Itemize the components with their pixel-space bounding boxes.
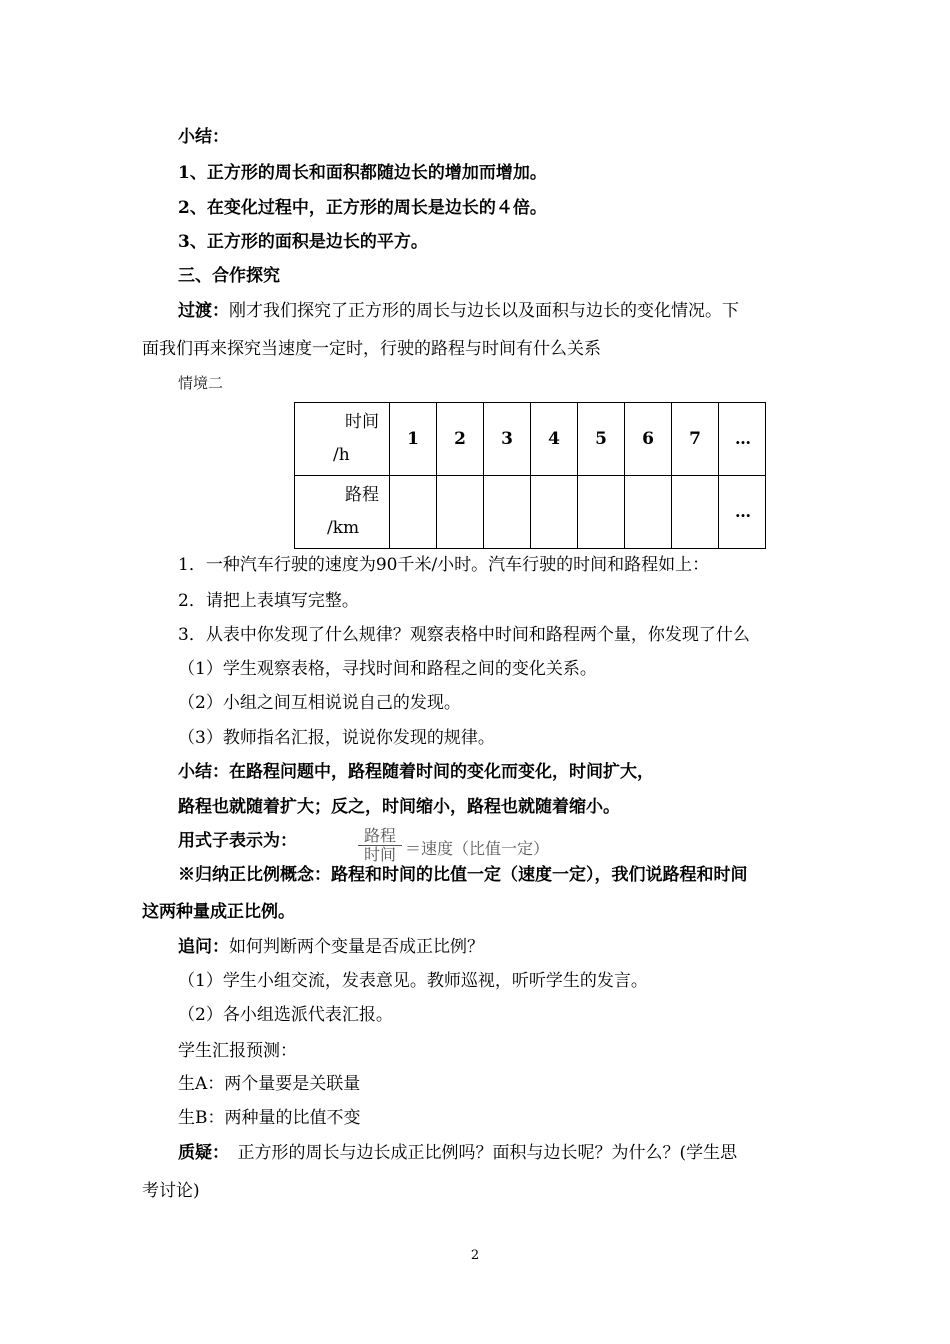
- distance-cell[interactable]: [437, 476, 484, 549]
- transition-label: 过渡：: [178, 301, 229, 321]
- distance-cell[interactable]: [672, 476, 719, 549]
- question-2: 2．请把上表填写完整。: [178, 591, 359, 611]
- time-value: 2: [454, 429, 466, 449]
- transition-text-1: 刚才我们探究了正方形的周长与边长以及面积与边长的变化情况。下: [229, 301, 739, 321]
- prediction-b: 生B：两种量的比值不变: [178, 1108, 361, 1128]
- time-value: 5: [595, 429, 607, 449]
- time-cell-2: [437, 403, 484, 476]
- formula-rhs: ＝速度（比值一定）: [405, 839, 550, 858]
- follow-up-text: 如何判断两个变量是否成正比例？: [229, 937, 484, 957]
- time-value: 6: [642, 429, 654, 449]
- transition-text-2: 面我们再来探究当速度一定时，行驶的路程与时间有什么关系: [142, 339, 601, 359]
- step2-1: （1）学生小组交流，发表意见。教师巡视，听听学生的发言。: [178, 971, 648, 991]
- table-row-distance: [295, 476, 766, 549]
- time-cell-7: [672, 403, 719, 476]
- distance-unit-label: /km: [327, 518, 360, 538]
- question-label: 质疑：: [178, 1143, 221, 1163]
- ellipsis: …: [735, 429, 749, 448]
- ellipsis: …: [735, 502, 749, 521]
- time-value: 7: [689, 429, 701, 449]
- question-paragraph: [178, 1142, 737, 1164]
- question-3: 3．从表中你发现了什么规律？观察表格中时间和路程两个量，你发现了什么: [178, 625, 750, 645]
- step2-2: （2）各小组选派代表汇报。: [178, 1005, 393, 1025]
- time-unit-label: /h: [333, 445, 350, 465]
- concept-line-1: ※归纳正比例概念：路程和时间的比值一定（速度一定），我们说路程和时间: [178, 865, 748, 885]
- time-distance-table: [294, 402, 766, 549]
- question-1: 1．一种汽车行驶的速度为90千米/小时。汽车行驶的时间和路程如上：: [178, 555, 710, 575]
- table-row-time: [295, 403, 766, 476]
- formula-denominator: 时间: [363, 845, 396, 864]
- step-2: （2）小组之间互相说说自己的发现。: [178, 693, 461, 713]
- summary1-item-1: 1、正方形的周长和面积都随边长的增加而增加。: [178, 163, 547, 183]
- time-value: 4: [548, 429, 560, 449]
- transition-paragraph: [178, 300, 739, 322]
- time-cell-4: [531, 403, 578, 476]
- distance-cell[interactable]: [390, 476, 437, 549]
- distance-header-cell: [295, 476, 390, 549]
- summary2-line-2: 路程也就随着扩大；反之，时间缩小，路程也就随着缩小。: [178, 797, 620, 817]
- follow-up-label: 追问：: [178, 937, 229, 957]
- distance-cell[interactable]: [625, 476, 672, 549]
- section-title: 三、合作探究: [178, 266, 280, 286]
- question-text-2: 考讨论): [142, 1181, 200, 1201]
- concept-line-2: 这两种量成正比例。: [142, 902, 295, 922]
- time-cell-5: [578, 403, 625, 476]
- time-header-cell: [295, 403, 390, 476]
- time-cell-6: [625, 403, 672, 476]
- time-value: 1: [407, 429, 419, 449]
- time-value: 3: [501, 429, 513, 449]
- summary2-line-1: 小结：在路程问题中，路程随着时间的变化而变化，时间扩大，: [178, 762, 654, 782]
- distance-header-label: 路程: [345, 485, 379, 505]
- time-header-label: 时间: [345, 412, 379, 432]
- page-number: 2: [470, 1248, 480, 1263]
- follow-up: [178, 936, 484, 958]
- question-text-1: 正方形的周长与边长成正比例吗？面积与边长呢？为什么？(学生思: [220, 1143, 738, 1163]
- distance-cell[interactable]: [484, 476, 531, 549]
- formula-numerator: 路程: [358, 827, 402, 846]
- time-cell-3: [484, 403, 531, 476]
- formula-label: 用式子表示为：: [178, 831, 297, 851]
- distance-cell[interactable]: [578, 476, 625, 549]
- prediction-title: 学生汇报预测：: [178, 1041, 297, 1061]
- scenario-label: 情境二: [178, 374, 224, 392]
- time-cell-1: [390, 403, 437, 476]
- time-cell-ellipsis: [719, 403, 766, 476]
- distance-cell[interactable]: [531, 476, 578, 549]
- summary1-item-2: 2、在变化过程中，正方形的周长是边长的４倍。: [178, 198, 547, 218]
- step-1: （1）学生观察表格，寻找时间和路程之间的变化关系。: [178, 659, 597, 679]
- step-3: （3）教师指名汇报，说说你发现的规律。: [178, 728, 495, 748]
- summary1-item-3: 3、正方形的面积是边长的平方。: [178, 232, 428, 252]
- distance-cell-ellipsis: [719, 476, 766, 549]
- formula-fraction: [358, 827, 402, 864]
- prediction-a: 生A：两个量要是关联量: [178, 1074, 361, 1094]
- summary1-title: 小结：: [178, 127, 229, 147]
